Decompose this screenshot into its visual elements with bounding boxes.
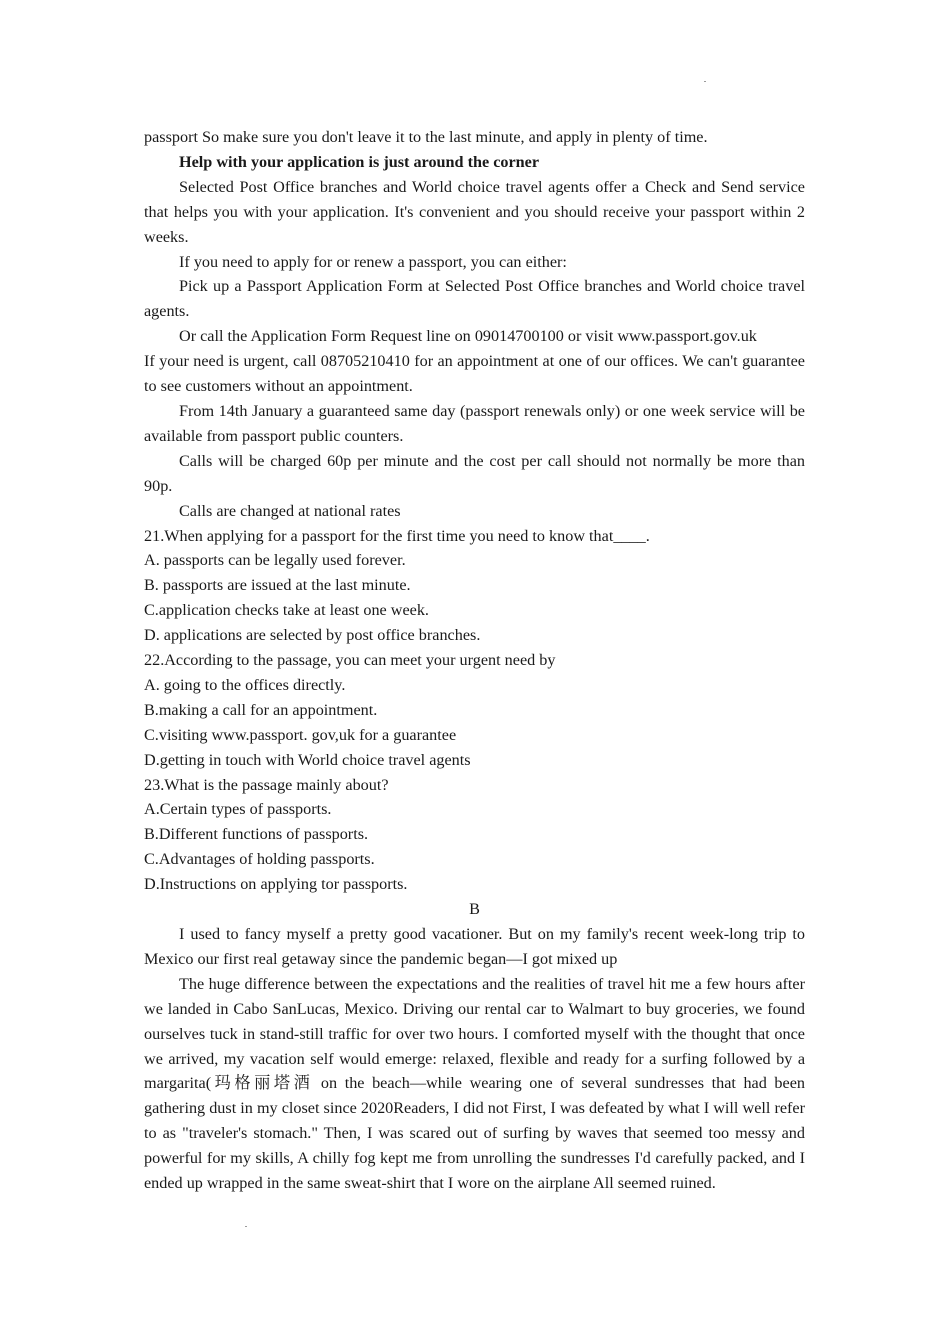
question-22-option-a: A. going to the offices directly. (144, 675, 346, 694)
question-21-stem: 21.When applying for a passport for the first time you need to know that____. (144, 526, 650, 545)
question-23-option-c: C.Advantages of holding passports. (144, 850, 375, 869)
passage-a-heading: Help with your application is just around the corner (179, 152, 540, 171)
passage-a-paragraph-5: From 14th January a guaranteed same day (passport renewals only) or one week service will be available from passport public counters. (144, 401, 805, 445)
scan-speck-top (704, 81, 706, 82)
question-21-option-d: D. applications are selected by post office branches. (144, 626, 481, 645)
question-23-option-b: B.Different functions of passports. (144, 825, 369, 844)
question-22-option-b: B.making a call for an appointment. (144, 700, 378, 719)
scan-speck-bottom (245, 1226, 247, 1227)
passage-a-paragraph-4a: Or call the Application Form Request line on 09014700100 or visit www.passport.gov.uk (179, 327, 757, 346)
question-21-option-a: A. passports can be legally used forever. (144, 551, 406, 570)
question-23-option-a: A.Certain types of passports. (144, 800, 332, 819)
passage-a-paragraph-1: Selected Post Office branches and World choice travel agents offer a Check and Send service that helps you with your application. It's convenient and you should receive your passport within 2 weeks. (144, 177, 805, 246)
passage-a-paragraph-7: Calls are changed at national rates (179, 501, 401, 520)
question-22-option-c: C.visiting www.passport. gov,uk for a guarantee (144, 725, 457, 744)
passage-a-paragraph-3: Pick up a Passport Application Form at Selected Post Office branches and World choice travel agents. (144, 277, 805, 321)
passage-a-paragraph-4b: If your need is urgent, call 08705210410 for an appointment at one of our offices. We can't guarantee to see customers without an appointment. (144, 352, 805, 396)
passage-b-paragraph-2: The huge difference between the expectations and the realities of travel hit me a few hours after we landed in Cabo SanLucas, Mexico. Driving our rental car to Walmart to buy groceries, we found ourselves tuck in stand-still traffic for over two hours. I comforted myself with the thought that once we arrived, my vacation self would emerge: relaxed, flexible and ready for a surfing followed by a margarita(玛格丽塔酒 on the beach—while wearing one of several sundresses that had been gathering dust in my closet since 2020Readers, I did not First, I was defeated by what I will well refer to as "traveler's stomach." Then, I was scared out of surfing by waves that seemed too messy and powerful for my skills, A chilly fog kept me from unrolling the sundresses I'd carefully packed, and I ended up wrapped in the same sweat-shirt that I wore on the airplane All seemed ruined. (144, 974, 805, 1193)
question-21-option-b: B. passports are issued at the last minute. (144, 576, 411, 595)
question-21-option-c: C.application checks take at least one week. (144, 601, 429, 620)
document-page (144, 125, 805, 1196)
passage-b-paragraph-1: I used to fancy myself a pretty good vacationer. But on my family's recent week-long trip to Mexico our first real getaway since the pandemic began—I got mixed up (144, 925, 805, 968)
section-b-label: B (469, 900, 480, 919)
question-23-stem: 23.What is the passage mainly about? (144, 775, 389, 794)
question-22-stem: 22.According to the passage, you can meet your urgent need by (144, 651, 556, 670)
passage-a-paragraph-6: Calls will be charged 60p per minute and the cost per call should not normally be more than 90p. (144, 451, 805, 495)
passage-a-paragraph-2: If you need to apply for or renew a passport, you can either: (179, 252, 567, 271)
question-22-option-d: D.getting in touch with World choice travel agents (144, 750, 471, 769)
question-23-option-d: D.Instructions on applying tor passports. (144, 875, 408, 894)
passage-a-continuation: passport So make sure you don't leave it to the last minute, and apply in plenty of time. (144, 128, 708, 146)
